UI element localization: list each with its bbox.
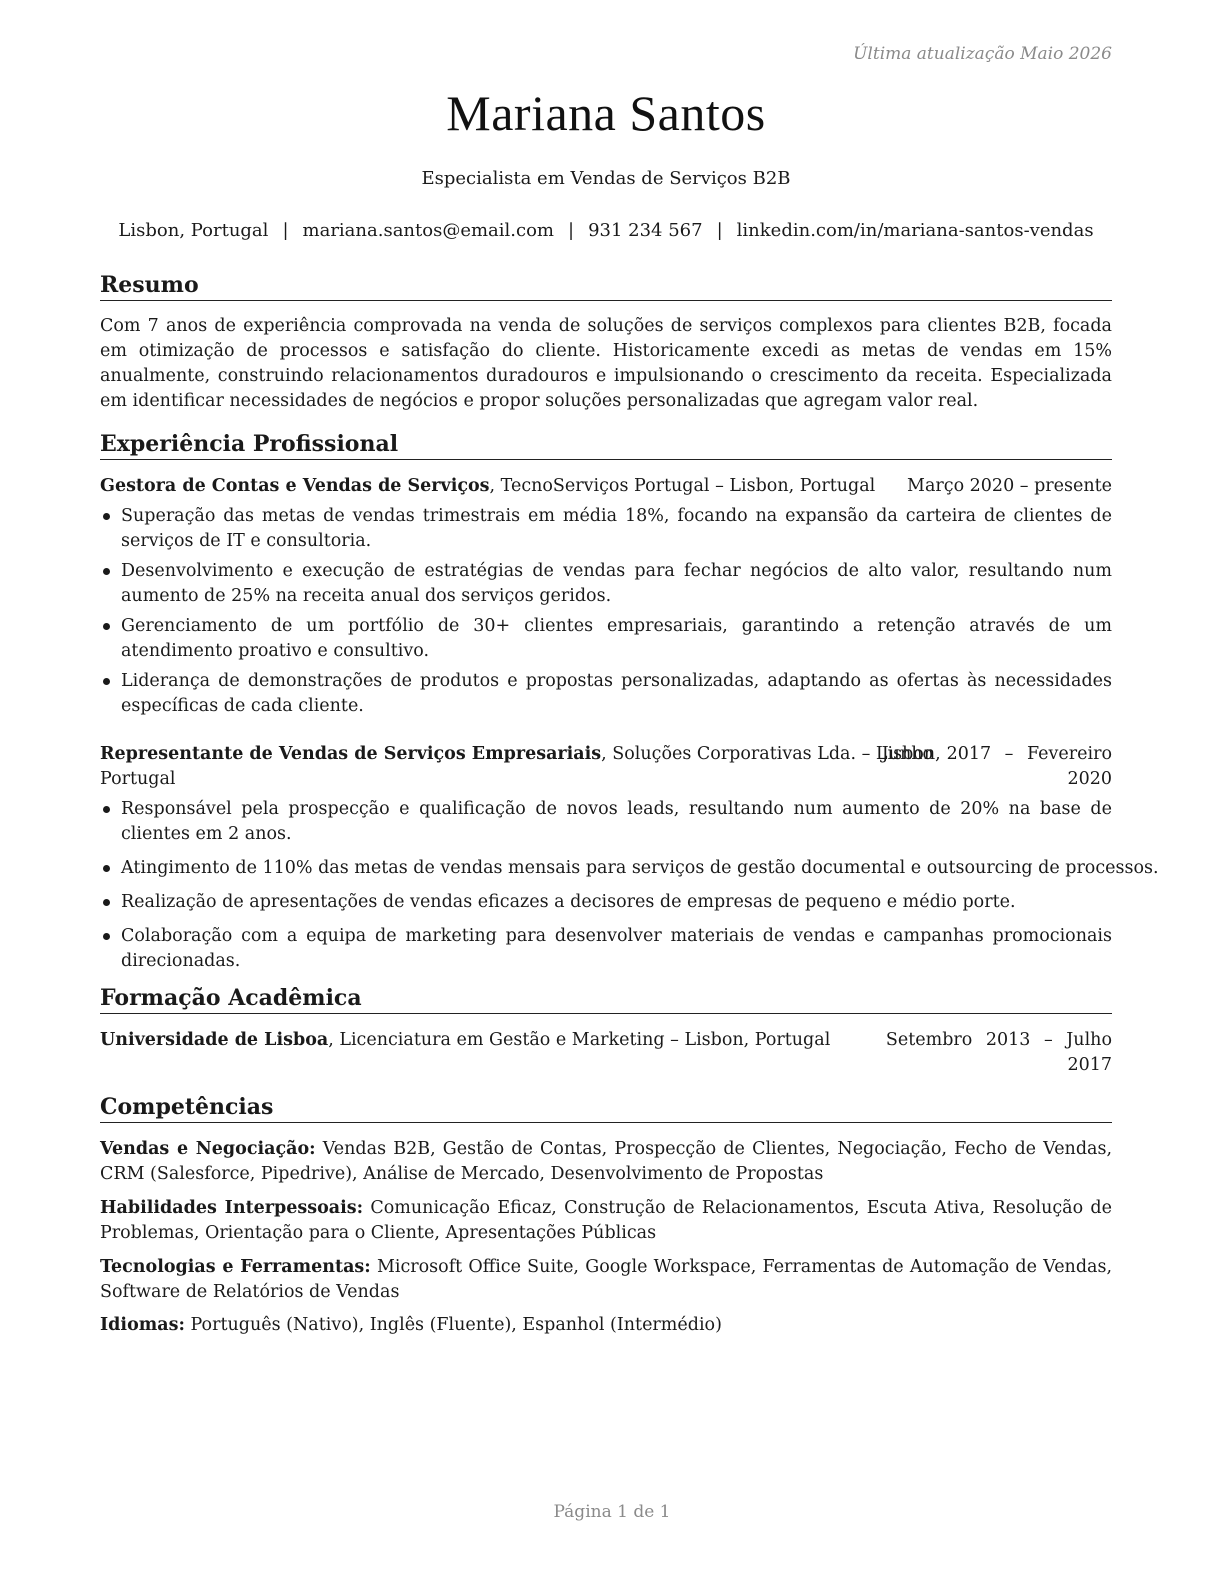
education-dates-line2: 2017 <box>1067 1055 1112 1075</box>
skill-text: Português (Nativo), Inglês (Fluente), Espanhol (Intermédio) <box>184 1315 722 1335</box>
job-title: Especialista em Vendas de Serviços B2B <box>421 168 791 189</box>
skill-line <box>100 1137 1112 1187</box>
list-item: Atingimento de 110% das metas de vendas mensais para serviços de gestão documental e outsourcing de processos. <box>100 856 1112 881</box>
page-footer: Página 1 de 1 <box>553 1502 671 1522</box>
job-header <box>100 474 1112 499</box>
degree: , Licenciatura em Gestão e Marketing – Lisbon, Portugal <box>328 1030 831 1050</box>
contact-phone: 931 234 567 <box>588 220 703 241</box>
section-heading-summary: Resumo <box>100 271 1112 301</box>
candidate-name: Mariana Santos <box>446 85 766 141</box>
contact-location: Lisbon, Portugal <box>118 220 269 241</box>
skill-label: Habilidades Interpessoais: <box>100 1198 364 1218</box>
job-header <box>100 742 1112 792</box>
list-item: Colaboração com a equipa de marketing para desenvolver materiais de vendas e campanhas promocionais direcionadas. <box>100 924 1112 974</box>
skill-label: Idiomas: <box>100 1315 185 1335</box>
skill-label: Vendas e Negociação: <box>100 1139 316 1159</box>
list-item: Superação das metas de vendas trimestrais em média 18%, focando na expansão da carteira de clientes de serviços de IT e consultoria. <box>100 504 1112 554</box>
skill-text: Vendas B2B, Gestão de Contas, Prospecção de Clientes, Negociação, Fecho de Vendas, CRM (Salesforce, Pipedrive), Análise de Mercado, Desenvolvimento de Propostas <box>100 1139 1113 1184</box>
contact-linkedin[interactable]: linkedin.com/in/mariana-santos-vendas <box>736 220 1094 241</box>
job-company: , TecnoServiços Portugal – Lisbon, Portugal <box>489 476 876 496</box>
contact-separator: | <box>716 220 723 241</box>
list-item: Liderança de demonstrações de produtos e propostas personalizadas, adaptando as ofertas às necessidades específicas de cada cliente. <box>100 669 1112 719</box>
contact-email[interactable]: mariana.santos@email.com <box>302 220 554 241</box>
contact-line <box>100 220 1112 241</box>
skill-text: Microsoft Office Suite, Google Workspace, Ferramentas de Automação de Vendas, Software de Relatórios de Vendas <box>100 1257 1113 1302</box>
skill-line <box>100 1196 1112 1246</box>
skill-line <box>100 1255 1112 1305</box>
skill-label: Tecnologias e Ferramentas: <box>100 1257 371 1277</box>
job-dates-line2: 2020 <box>1067 769 1112 789</box>
section-heading-education: Formação Acadêmica <box>100 984 1112 1014</box>
job-company: , Soluções Corporativas Lda. – Lisbon, <box>601 744 941 764</box>
education-entry <box>100 1028 1112 1078</box>
job-dates: Junho 2017 – Fevereiro <box>881 744 1112 764</box>
job-bullets <box>100 504 1112 719</box>
skill-text: Comunicação Eficaz, Construção de Relacionamentos, Escuta Ativa, Resolução de Problemas, Orientação para o Cliente, Apresentações Públicas <box>100 1198 1112 1243</box>
list-item: Gerenciamento de um portfólio de 30+ clientes empresariais, garantindo a retenção através de um atendimento proativo e consultivo. <box>100 614 1112 664</box>
list-item: Desenvolvimento e execução de estratégias de vendas para fechar negócios de alto valor, resultando num aumento de 25% na receita anual dos serviços geridos. <box>100 559 1112 609</box>
contact-separator: | <box>568 220 575 241</box>
list-item: Realização de apresentações de vendas eficazes a decisores de empresas de pequeno e médio porte. <box>100 890 1112 915</box>
job-role: Representante de Vendas de Serviços Empresariais <box>100 744 602 764</box>
job-bullets <box>100 797 1159 974</box>
job-dates: Março 2020 – presente <box>907 476 1112 496</box>
section-heading-skills: Competências <box>100 1093 1112 1123</box>
skill-line <box>100 1313 1112 1338</box>
section-heading-experience: Experiência Profissional <box>100 430 1112 460</box>
last-updated: Última atualização Maio 2026 <box>853 44 1112 64</box>
school-name: Universidade de Lisboa <box>100 1030 329 1050</box>
education-dates: Setembro 2013 – Julho <box>885 1030 1112 1050</box>
job-role: Gestora de Contas e Vendas de Serviços <box>100 476 490 496</box>
job-company-line2: Portugal <box>100 769 176 789</box>
contact-separator: | <box>282 220 289 241</box>
summary-text: Com 7 anos de experiência comprovada na venda de soluções de serviços complexos para clientes B2B, focada em otimização de processos e satisfação do cliente. Historicamente excedi as metas de vendas em 15% anualmente, construindo relacionamentos duradouros e impulsionando o crescimento da receita. Especializada em identificar necessidades de negócios e propor soluções personalizadas que agregam valor real. <box>100 316 1112 411</box>
list-item: Responsável pela prospecção e qualificação de novos leads, resultando num aumento de 20% na base de clientes em 2 anos. <box>100 797 1112 847</box>
